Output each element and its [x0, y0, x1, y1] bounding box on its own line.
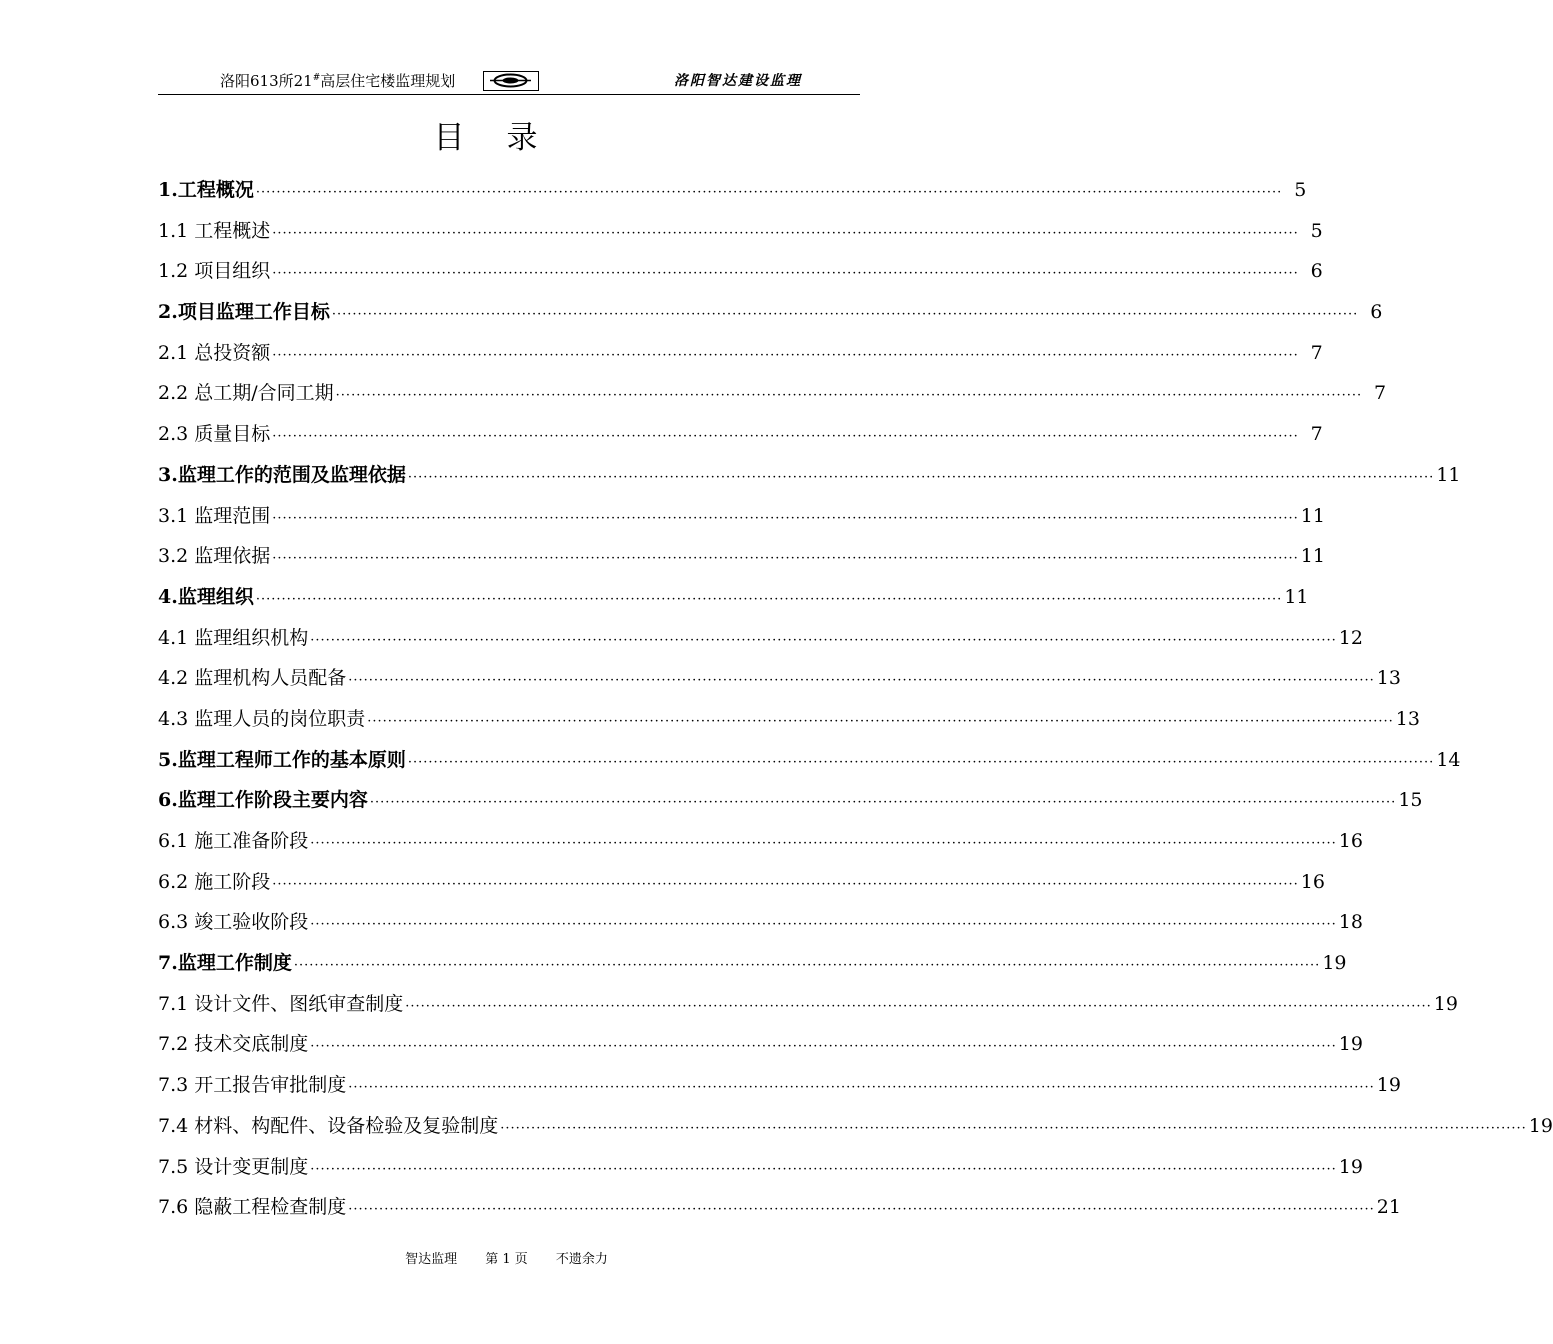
toc-entry-label: 7.4 材料、构配件、设备检验及复验制度	[158, 1114, 499, 1137]
toc-entry[interactable]	[158, 902, 1363, 943]
toc-dot-leader: ········································································································································································································	[335, 388, 1363, 404]
toc-entry-label: 2.1 总投资额	[158, 341, 271, 364]
toc-dot-leader: ········································································································································································································	[255, 591, 1283, 607]
toc-entry-label: 6.监理工作阶段主要内容	[158, 789, 368, 812]
footer-company: 智达监理	[405, 1252, 458, 1267]
toc-entry[interactable]	[158, 414, 1323, 455]
toc-dot-leader: ········································································································································································································	[500, 1120, 1527, 1136]
footer-slogan: 不遗余力	[555, 1252, 608, 1267]
toc-entry-page: 7	[1374, 382, 1387, 405]
toc-entry-label: 2.2 总工期/合同工期	[158, 382, 334, 405]
toc-entry-page: 16	[1300, 870, 1325, 893]
toc-entry[interactable]	[158, 170, 1307, 211]
toc-entry-label: 6.1 施工准备阶段	[158, 830, 309, 852]
toc-entry-page: 6	[1310, 260, 1323, 283]
toc-entry[interactable]	[158, 862, 1325, 903]
toc-entry[interactable]	[158, 1065, 1401, 1106]
document-title-header: 洛阳613所21#高层住宅楼监理规划	[220, 72, 456, 90]
toc-dot-leader: ········································································································································································································	[310, 836, 1337, 851]
toc-entry[interactable]	[158, 496, 1325, 537]
toc-entry-page: 6	[1370, 301, 1383, 324]
toc-entry-label: 4.监理组织	[158, 585, 254, 608]
toc-entry-page: 11	[1284, 585, 1309, 608]
toc-entry[interactable]	[158, 618, 1363, 659]
toc-entry-label: 4.3 监理人员的岗位职责	[158, 707, 366, 730]
toc-entry-page: 11	[1300, 504, 1325, 527]
company-name-header: 洛阳智达建设监理	[674, 73, 802, 89]
toc-entry[interactable]	[158, 292, 1383, 333]
toc-entry-page: 15	[1398, 789, 1423, 812]
toc-dot-leader: ········································································································································································································	[272, 876, 1299, 892]
toc-entry[interactable]	[158, 1024, 1363, 1065]
toc-entry-label: 7.1 设计文件、图纸审查制度	[158, 992, 404, 1015]
toc-entry-label: 7.5 设计变更制度	[158, 1155, 309, 1178]
toc-dot-leader: ········································································································································································································	[272, 225, 1299, 241]
toc-dot-leader: ········································································································································································································	[293, 958, 1321, 974]
toc-entry-page: 13	[1376, 667, 1401, 690]
toc-dot-leader: ········································································································································································································	[310, 1039, 1337, 1055]
toc-entry-label: 6.3 竣工验收阶段	[158, 911, 309, 934]
toc-entry-page: 18	[1338, 911, 1363, 934]
toc-entry-label: 7.3 开工报告审批制度	[158, 1074, 347, 1097]
toc-entry[interactable]	[158, 455, 1461, 496]
page-footer	[0, 1248, 1013, 1267]
toc-dot-leader: ········································································································································································································	[272, 551, 1299, 567]
toc-entry[interactable]	[158, 658, 1401, 699]
toc-dot-leader: ········································································································································································································	[272, 347, 1299, 363]
toc-entry-page: 19	[1528, 1114, 1553, 1137]
toc-entry-label: 3.1 监理范围	[158, 504, 271, 527]
table-of-contents	[158, 170, 1553, 1228]
toc-dot-leader: ········································································································································································································	[272, 266, 1299, 282]
toc-entry-label: 6.2 施工阶段	[158, 870, 271, 893]
company-logo-icon	[483, 71, 539, 91]
toc-entry[interactable]	[158, 821, 1363, 862]
toc-entry-page: 7	[1310, 341, 1323, 364]
toc-dot-leader: ········································································································································································································	[348, 673, 1375, 689]
toc-entry-page: 5	[1294, 179, 1307, 201]
toc-entry-page: 19	[1433, 992, 1458, 1015]
toc-dot-leader: ········································································································································································································	[348, 1202, 1375, 1218]
toc-entry-label: 7.监理工作制度	[158, 952, 292, 975]
toc-dot-leader: ········································································································································································································	[310, 1161, 1337, 1177]
toc-entry[interactable]	[158, 740, 1461, 781]
toc-entry-label: 4.1 监理组织机构	[158, 626, 309, 649]
toc-entry[interactable]	[158, 333, 1323, 374]
toc-dot-leader: ········································································································································································································	[367, 713, 1394, 729]
toc-entry-page: 19	[1376, 1074, 1401, 1097]
page-header	[158, 66, 860, 95]
toc-entry-label: 3.监理工作的范围及监理依据	[158, 463, 406, 486]
toc-entry-label: 1.2 项目组织	[158, 260, 271, 283]
page-title: 目录	[433, 120, 580, 156]
toc-dot-leader: ········································································································································································································	[369, 795, 1397, 811]
footer-page-number: 第 1 页	[485, 1252, 528, 1267]
toc-entry-label: 7.2 技术交底制度	[158, 1033, 309, 1056]
toc-entry-label: 3.2 监理依据	[158, 545, 271, 568]
toc-entry-page: 19	[1338, 1033, 1363, 1056]
toc-entry[interactable]	[158, 577, 1309, 618]
toc-entry-page: 21	[1376, 1196, 1401, 1219]
toc-entry[interactable]	[158, 211, 1323, 252]
toc-entry-page: 11	[1436, 463, 1461, 486]
toc-dot-leader: ········································································································································································································	[272, 429, 1299, 445]
toc-dot-leader: ········································································································································································································	[310, 917, 1337, 933]
toc-entry[interactable]	[158, 251, 1323, 292]
toc-entry[interactable]	[158, 943, 1347, 984]
toc-dot-leader: ········································································································································································································	[407, 469, 1435, 485]
toc-entry-page: 19	[1322, 952, 1347, 975]
toc-entry-label: 2.3 质量目标	[158, 423, 271, 446]
toc-entry[interactable]	[158, 1147, 1363, 1188]
toc-entry[interactable]	[158, 373, 1387, 414]
toc-entry-label: 4.2 监理机构人员配备	[158, 667, 347, 690]
toc-entry-label: 7.6 隐蔽工程检查制度	[158, 1196, 347, 1219]
toc-entry-page: 16	[1338, 830, 1363, 852]
toc-entry[interactable]	[158, 1187, 1401, 1228]
toc-dot-leader: ········································································································································································································	[405, 998, 1432, 1014]
toc-dot-leader: ········································································································································································································	[310, 632, 1337, 648]
toc-entry-label: 2.项目监理工作目标	[158, 301, 330, 324]
toc-entry[interactable]	[158, 1106, 1553, 1147]
toc-entry-page: 19	[1338, 1155, 1363, 1178]
toc-dot-leader: ········································································································································································································	[255, 185, 1283, 200]
toc-entry[interactable]	[158, 984, 1458, 1025]
toc-entry-page: 5	[1310, 219, 1323, 242]
toc-entry-page: 13	[1395, 707, 1420, 730]
toc-entry-page: 11	[1300, 545, 1325, 568]
toc-entry[interactable]	[158, 536, 1325, 577]
toc-dot-leader: ········································································································································································································	[331, 307, 1359, 323]
toc-entry-page: 12	[1338, 626, 1363, 649]
toc-entry-page: 14	[1436, 748, 1461, 771]
toc-entry-label: 5.监理工程师工作的基本原则	[158, 748, 406, 771]
toc-entry-label: 1.1 工程概述	[158, 219, 271, 242]
toc-entry[interactable]	[158, 699, 1420, 740]
toc-entry[interactable]	[158, 780, 1423, 821]
toc-entry-page: 7	[1310, 423, 1323, 446]
toc-dot-leader: ········································································································································································································	[348, 1080, 1375, 1096]
toc-dot-leader: ········································································································································································································	[407, 754, 1435, 770]
toc-entry-label: 1.工程概况	[158, 179, 254, 201]
toc-dot-leader: ········································································································································································································	[272, 510, 1299, 526]
